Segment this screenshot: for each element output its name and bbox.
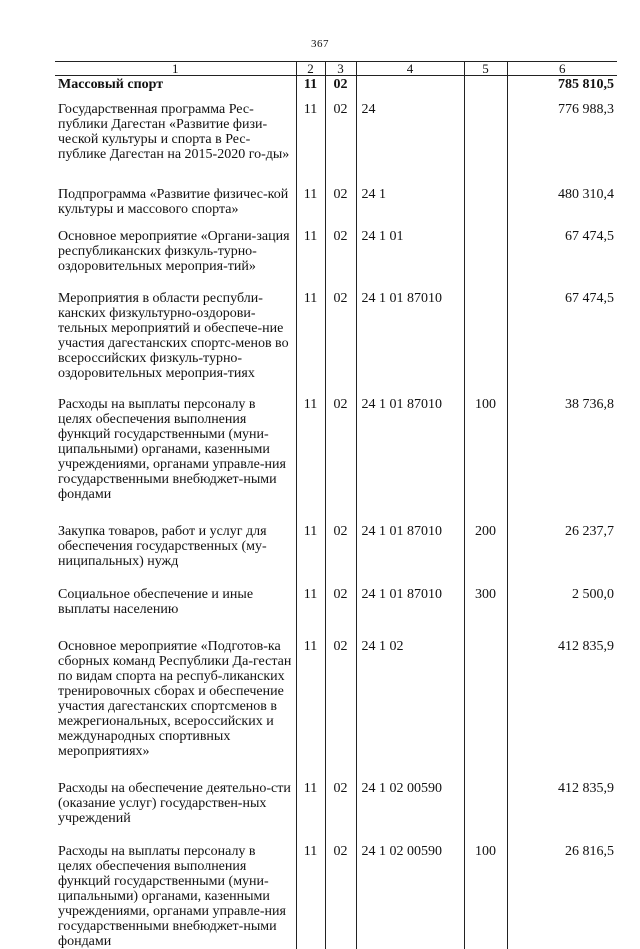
section-code: 11 <box>296 76 325 103</box>
subsection-code: 02 <box>325 639 356 781</box>
section-code: 11 <box>296 524 325 587</box>
expense-type-code: 200 <box>464 524 507 587</box>
table-row <box>55 781 617 844</box>
column-header: 4 <box>356 62 464 76</box>
amount: 26 237,7 <box>507 524 617 587</box>
target-article-code: 24 1 01 <box>356 229 464 291</box>
amount: 67 474,5 <box>507 291 617 397</box>
subsection-code: 02 <box>325 587 356 639</box>
target-article-code: 24 1 01 87010 <box>356 524 464 587</box>
page-number: 367 <box>311 38 329 50</box>
target-article-code: 24 <box>356 102 464 187</box>
subsection-code: 02 <box>325 844 356 949</box>
target-article-code <box>356 76 464 103</box>
row-name: Расходы на выплаты персоналу в целях обеспечения выполнения функций государственными (муни-ципальными) органами, казенными учреждениями, органами управле-ния государственными внебюджет-ными фондами <box>58 844 286 949</box>
section-code: 11 <box>296 397 325 524</box>
row-name: Основное мероприятие «Подготов-ка сборных команд Республики Да-гестан по видам спорта на респуб-ликанских тренировочных сборах и обеспечение участия дагестанских спортсменов в межрегиональных, всероссийских и международных спортивных мероприятиях» <box>58 639 292 759</box>
table-row <box>55 291 617 397</box>
table-row <box>55 76 617 103</box>
section-code: 11 <box>296 587 325 639</box>
expense-type-code: 100 <box>464 844 507 949</box>
section-code: 11 <box>296 844 325 949</box>
row-name: Основное мероприятие «Органи-зация республиканских физкуль-турно-оздоровительных мероприя-тий» <box>58 229 290 274</box>
target-article-code: 24 1 01 87010 <box>356 291 464 397</box>
amount: 67 474,5 <box>507 229 617 291</box>
table-row <box>55 229 617 291</box>
target-article-code: 24 1 02 00590 <box>356 781 464 844</box>
row-name: Расходы на обеспечение деятельно-сти (оказание услуг) государствен-ных учреждений <box>58 781 291 826</box>
amount: 776 988,3 <box>507 102 617 187</box>
amount: 785 810,5 <box>507 76 617 103</box>
row-name: Массовый спорт <box>58 77 164 92</box>
column-header: 6 <box>507 62 617 76</box>
column-number-row <box>55 62 617 76</box>
target-article-code: 24 1 01 87010 <box>356 397 464 524</box>
row-name: Расходы на выплаты персоналу в целях обеспечения выполнения функций государственными (муни-ципальными) органами, казенными учреждениями, органами управле-ния государственными внебюджет-ными фондами <box>58 397 286 502</box>
subsection-code: 02 <box>325 76 356 103</box>
expense-type-code: 100 <box>464 397 507 524</box>
table-row <box>55 587 617 639</box>
amount: 38 736,8 <box>507 397 617 524</box>
section-code: 11 <box>296 781 325 844</box>
expense-type-code <box>464 781 507 844</box>
expense-type-code: 300 <box>464 587 507 639</box>
column-header: 5 <box>464 62 507 76</box>
table-row <box>55 397 617 524</box>
table-row <box>55 187 617 229</box>
subsection-code: 02 <box>325 291 356 397</box>
subsection-code: 02 <box>325 524 356 587</box>
expense-type-code <box>464 639 507 781</box>
row-name: Подпрограмма «Развитие физичес-кой культуры и массового спорта» <box>58 187 289 217</box>
table-row <box>55 102 617 187</box>
subsection-code: 02 <box>325 397 356 524</box>
subsection-code: 02 <box>325 102 356 187</box>
column-header: 1 <box>55 62 296 76</box>
amount: 26 816,5 <box>507 844 617 949</box>
table-row <box>55 844 617 949</box>
row-name: Социальное обеспечение и иные выплаты населению <box>58 587 254 617</box>
column-header: 3 <box>325 62 356 76</box>
row-name: Закупка товаров, работ и услуг для обеспечения государственных (му-ниципальных) нужд <box>58 524 267 569</box>
expense-type-code <box>464 102 507 187</box>
column-header: 2 <box>296 62 325 76</box>
target-article-code: 24 1 01 87010 <box>356 587 464 639</box>
table-row <box>55 524 617 587</box>
expense-type-code <box>464 291 507 397</box>
section-code: 11 <box>296 639 325 781</box>
section-code: 11 <box>296 229 325 291</box>
expense-type-code <box>464 229 507 291</box>
amount: 412 835,9 <box>507 781 617 844</box>
section-code: 11 <box>296 187 325 229</box>
expense-type-code <box>464 76 507 103</box>
subsection-code: 02 <box>325 187 356 229</box>
subsection-code: 02 <box>325 229 356 291</box>
section-code: 11 <box>296 291 325 397</box>
amount: 412 835,9 <box>507 639 617 781</box>
row-name: Государственная программа Рес-публики Дагестан «Развитие физи-ческой культуры и спорта в Рес-публике Дагестан на 2015-2020 го-ды» <box>58 102 290 162</box>
expense-type-code <box>464 187 507 229</box>
row-name: Мероприятия в области республи-канских физкультурно-оздорови-тельных мероприятий и обеспече-ние участия дагестанских спортс-менов во всероссийских физкуль-турно-оздоровительных мероприя-тиях <box>58 291 289 381</box>
target-article-code: 24 1 <box>356 187 464 229</box>
subsection-code: 02 <box>325 781 356 844</box>
amount: 480 310,4 <box>507 187 617 229</box>
target-article-code: 24 1 02 <box>356 639 464 781</box>
budget-table <box>55 61 617 949</box>
table-row <box>55 639 617 781</box>
amount: 2 500,0 <box>507 587 617 639</box>
target-article-code: 24 1 02 00590 <box>356 844 464 949</box>
section-code: 11 <box>296 102 325 187</box>
